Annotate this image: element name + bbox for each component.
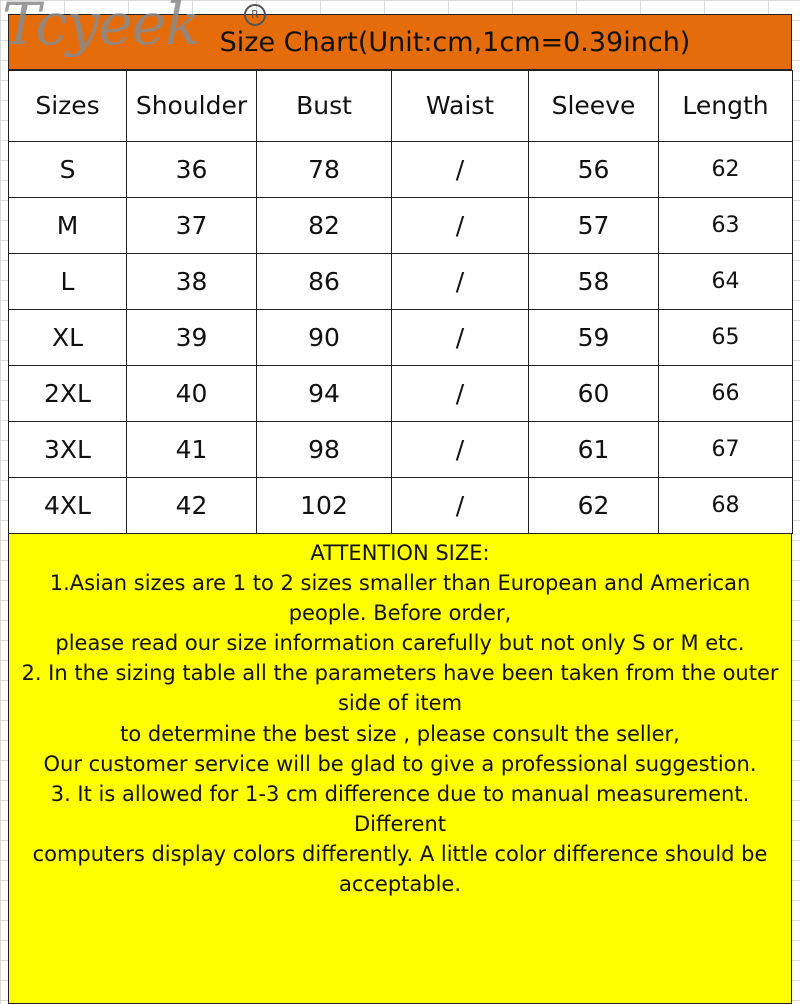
cell-shoulder: 37: [127, 198, 257, 254]
cell-bust: 102: [257, 478, 392, 534]
col-header-sizes: Sizes: [9, 71, 127, 142]
cell-bust: 78: [257, 142, 392, 198]
table-row: [9, 142, 793, 198]
cell-size: 4XL: [9, 478, 127, 534]
cell-bust: 98: [257, 422, 392, 478]
col-header-waist: Waist: [392, 71, 529, 142]
col-header-bust: Bust: [257, 71, 392, 142]
cell-bust: 82: [257, 198, 392, 254]
cell-waist: /: [392, 478, 529, 534]
cell-waist: /: [392, 366, 529, 422]
cell-size: 3XL: [9, 422, 127, 478]
cell-size: S: [9, 142, 127, 198]
cell-shoulder: 38: [127, 254, 257, 310]
table-row: [9, 310, 793, 366]
attention-notes: [8, 534, 792, 1004]
table-row: [9, 254, 793, 310]
table-row: [9, 422, 793, 478]
table-row: [9, 198, 793, 254]
cell-sleeve: 62: [529, 478, 659, 534]
cell-shoulder: 39: [127, 310, 257, 366]
table-row: [9, 366, 793, 422]
cell-bust: 90: [257, 310, 392, 366]
cell-sleeve: 56: [529, 142, 659, 198]
notes-line: computers display colors differently. A little color difference should be acceptable.: [32, 841, 768, 897]
table-header-row: [9, 71, 793, 142]
cell-length: 66: [659, 366, 793, 422]
cell-length: 68: [659, 478, 793, 534]
notes-title: ATTENTION SIZE:: [310, 541, 490, 565]
cell-waist: /: [392, 254, 529, 310]
notes-line: 3. It is allowed for 1-3 cm difference due to manual measurement. Different: [50, 781, 750, 836]
cell-waist: /: [392, 422, 529, 478]
cell-sleeve: 59: [529, 310, 659, 366]
cell-bust: 86: [257, 254, 392, 310]
cell-length: 62: [659, 142, 793, 198]
cell-length: 63: [659, 198, 793, 254]
cell-bust: 94: [257, 366, 392, 422]
cell-sleeve: 61: [529, 422, 659, 478]
notes-line: 2. In the sizing table all the parameters have been taken from the outer side of item: [21, 661, 779, 716]
cell-shoulder: 41: [127, 422, 257, 478]
col-header-sleeve: Sleeve: [529, 71, 659, 142]
cell-size: M: [9, 198, 127, 254]
brand-logo: [0, 0, 270, 64]
col-header-shoulder-label: Shoulder: [135, 91, 248, 120]
cell-shoulder: 42: [127, 478, 257, 534]
cell-size: L: [9, 254, 127, 310]
cell-size: 2XL: [9, 366, 127, 422]
cell-length: 65: [659, 310, 793, 366]
notes-line: Our customer service will be glad to give a professional suggestion.: [43, 751, 757, 776]
notes-line: 1.Asian sizes are 1 to 2 sizes smaller than European and American people. Before order,: [49, 571, 751, 626]
cell-length: 64: [659, 254, 793, 310]
cell-sleeve: 60: [529, 366, 659, 422]
cell-waist: /: [392, 142, 529, 198]
cell-sleeve: 57: [529, 198, 659, 254]
cell-size: XL: [9, 310, 127, 366]
registered-trademark-icon: R: [244, 4, 266, 26]
size-chart: [8, 14, 792, 1004]
cell-sleeve: 58: [529, 254, 659, 310]
cell-length: 67: [659, 422, 793, 478]
cell-shoulder: 40: [127, 366, 257, 422]
notes-line: please read our size information carefully but not only S or M etc.: [55, 631, 745, 656]
chart-title: Size Chart(Unit:cm,1cm=0.39inch): [219, 26, 691, 58]
cell-waist: /: [392, 198, 529, 254]
cell-waist: /: [392, 310, 529, 366]
notes-line: to determine the best size , please consult the seller,: [120, 721, 680, 746]
table-row: [9, 478, 793, 534]
col-header-length: Length: [659, 71, 793, 142]
col-header-shoulder: [127, 71, 257, 142]
cell-shoulder: 36: [127, 142, 257, 198]
size-table: [8, 70, 793, 534]
brand-logo-text: Tcyeek: [2, 0, 200, 58]
